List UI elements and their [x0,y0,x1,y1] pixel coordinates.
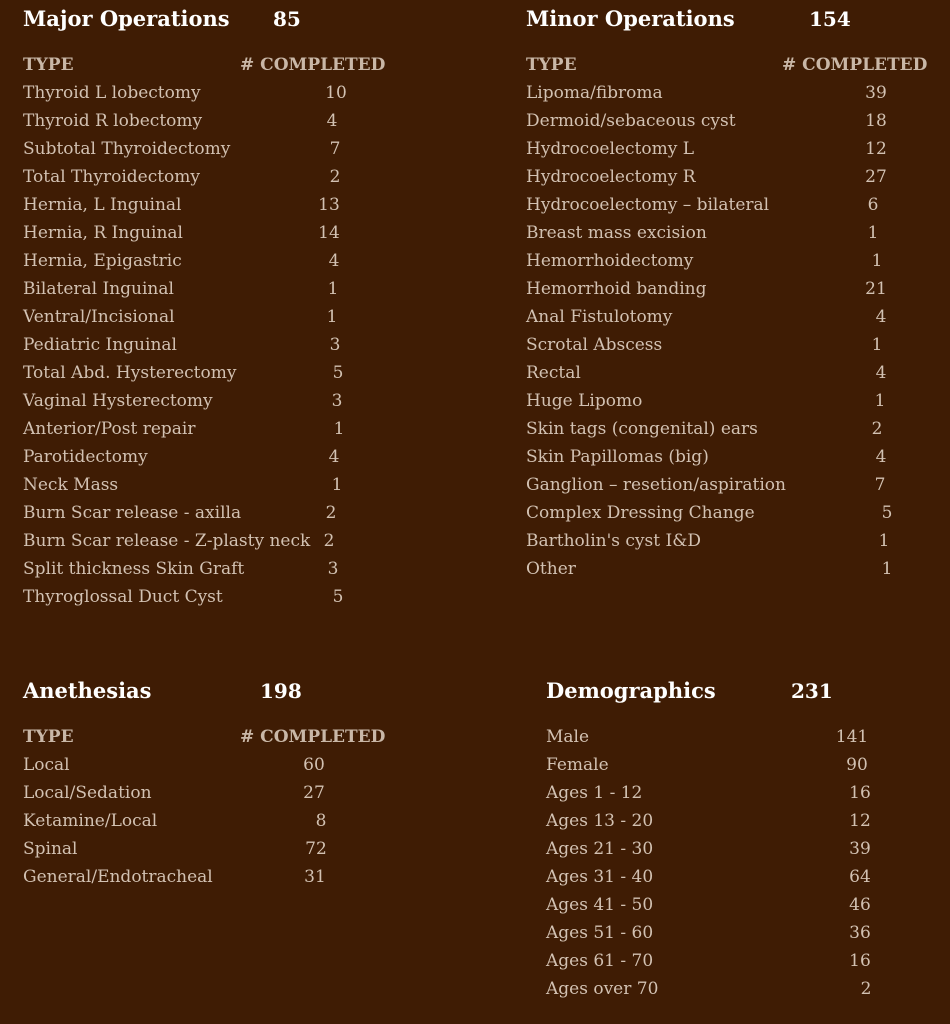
table-row [546,863,926,891]
row-count: 1 [881,559,893,579]
row-count: 6 [867,195,879,215]
row-label: Thyroid L lobectomy [23,83,201,103]
row-count: 5 [332,587,344,607]
minor-operations-title: Minor Operations [526,6,735,31]
demographics-rows [546,723,926,1003]
row-count: 5 [881,503,893,523]
table-row [23,555,423,583]
table-row [546,835,926,863]
row-label: Male [546,727,590,747]
table-row [23,583,423,611]
table-row [23,191,423,219]
anesthesia-title: Anethesias [23,678,152,703]
row-count: 12 [865,139,887,159]
table-row [526,555,936,583]
row-label: Burn Scar release - Z-plasty neck [23,531,311,551]
table-row [23,247,423,275]
table-row [546,947,926,975]
row-label: Hydrocoelectomy L [526,139,694,159]
table-row [526,247,936,275]
row-count: 4 [326,111,338,131]
row-count: 10 [325,83,347,103]
table-row [23,79,423,107]
demographics-section [546,676,926,1003]
row-label: Ages 13 - 20 [546,811,654,831]
row-label: Hemorrhoid banding [526,279,707,299]
minor-completed-column: # COMPLETED [782,55,928,75]
anesthesia-total: 198 [260,679,302,703]
row-label: Ages 1 - 12 [546,783,643,803]
table-row [526,499,936,527]
table-row [23,387,423,415]
minor-operations-rows [526,79,936,583]
table-row [23,835,423,863]
table-row [23,219,423,247]
table-row [526,387,936,415]
row-label: Skin Papillomas (big) [526,447,709,467]
table-row [526,331,936,359]
row-count: 7 [874,475,886,495]
table-row [546,891,926,919]
row-label: Skin tags (congenital) ears [526,419,758,439]
row-count: 90 [846,755,868,775]
row-count: 1 [871,335,883,355]
row-label: Female [546,755,609,775]
row-count: 12 [849,811,871,831]
table-row [526,275,936,303]
table-row [526,219,936,247]
table-row [23,303,423,331]
row-count: 64 [849,867,871,887]
row-label: Hydrocoelectomy R [526,167,696,187]
anesthesia-rows [23,751,423,891]
table-row [23,751,423,779]
row-label: Bilateral Inguinal [23,279,174,299]
row-label: Ventral/Incisional [23,307,175,327]
row-label: Spinal [23,839,78,859]
row-label: Bartholin's cyst I&D [526,531,701,551]
row-count: 13 [318,195,340,215]
row-label: Dermoid/sebaceous cyst [526,111,736,131]
table-row [526,415,936,443]
row-label: Rectal [526,363,581,383]
demographics-title: Demographics [546,678,716,703]
table-row [23,863,423,891]
row-count: 4 [875,363,887,383]
row-count: 39 [865,83,887,103]
anesthesia-completed-column: # COMPLETED [240,727,386,747]
table-row [546,807,926,835]
row-label: Total Abd. Hysterectomy [23,363,237,383]
table-row [526,303,936,331]
row-count: 7 [329,139,341,159]
table-row [526,135,936,163]
row-label: Burn Scar release - axilla [23,503,242,523]
major-completed-column: # COMPLETED [240,55,386,75]
row-count: 5 [332,363,344,383]
table-row [546,975,926,1003]
table-row [23,135,423,163]
table-row [526,527,936,555]
row-label: Anterior/Post repair [23,419,196,439]
row-label: Pediatric Inguinal [23,335,177,355]
row-label: Lipoma/fibroma [526,83,663,103]
row-count: 3 [329,335,341,355]
row-count: 14 [318,223,340,243]
row-label: Hernia, L Inguinal [23,195,182,215]
table-row [23,275,423,303]
row-count: 1 [874,391,886,411]
row-label: Ages 21 - 30 [546,839,654,859]
row-label: Local/Sedation [23,783,152,803]
table-row [546,723,926,751]
row-label: Huge Lipomo [526,391,643,411]
row-count: 18 [865,111,887,131]
row-count: 2 [325,503,337,523]
row-count: 16 [849,951,871,971]
row-count: 4 [328,251,340,271]
row-count: 2 [860,979,872,999]
major-type-column: TYPE [23,55,74,75]
table-row [23,807,423,835]
anesthesia-header [23,676,423,706]
row-count: 1 [871,251,883,271]
row-label: Ketamine/Local [23,811,158,831]
table-row [23,415,423,443]
row-count: 1 [878,531,890,551]
table-row [526,471,936,499]
anesthesia-column-header [23,723,423,751]
row-count: 2 [329,167,341,187]
table-row [526,163,936,191]
row-label: Ages over 70 [546,979,659,999]
table-row [526,191,936,219]
row-count: 39 [849,839,871,859]
table-row [23,359,423,387]
major-operations-title: Major Operations [23,6,230,31]
major-operations-section [23,4,423,611]
row-count: 31 [304,867,326,887]
row-label: Total Thyroidectomy [23,167,201,187]
row-label: Ages 41 - 50 [546,895,654,915]
row-count: 60 [303,755,325,775]
row-count: 3 [331,391,343,411]
row-count: 1 [327,279,339,299]
table-row [526,359,936,387]
table-row [23,443,423,471]
major-operations-total: 85 [273,7,301,31]
row-count: 8 [315,811,327,831]
row-label: Neck Mass [23,475,119,495]
row-count: 4 [875,447,887,467]
row-label: General/Endotracheal [23,867,213,887]
row-count: 16 [849,783,871,803]
major-operations-column-header [23,51,423,79]
table-row [526,107,936,135]
row-count: 1 [333,419,345,439]
row-count: 2 [323,531,335,551]
anesthesia-section [23,676,423,891]
row-count: 141 [835,727,869,747]
table-row [526,79,936,107]
major-operations-rows [23,79,423,611]
minor-operations-header [526,4,936,34]
row-label: Local [23,755,70,775]
row-count: 4 [875,307,887,327]
table-row [546,779,926,807]
minor-operations-column-header [526,51,936,79]
anesthesia-type-column: TYPE [23,727,74,747]
row-label: Ages 61 - 70 [546,951,654,971]
table-row [23,527,423,555]
row-label: Ganglion – resetion/aspiration [526,475,786,495]
row-count: 27 [303,783,325,803]
row-label: Breast mass excision [526,223,707,243]
row-label: Thyroglossal Duct Cyst [23,587,223,607]
row-count: 72 [305,839,327,859]
minor-operations-section [526,4,936,583]
row-label: Ages 31 - 40 [546,867,654,887]
row-count: 1 [326,307,338,327]
row-label: Hernia, Epigastric [23,251,182,271]
table-row [526,443,936,471]
row-count: 3 [327,559,339,579]
minor-type-column: TYPE [526,55,577,75]
row-label: Ages 51 - 60 [546,923,654,943]
row-label: Anal Fistulotomy [526,307,673,327]
row-label: Parotidectomy [23,447,148,467]
row-label: Vaginal Hysterectomy [23,391,213,411]
table-row [23,779,423,807]
table-row [23,107,423,135]
row-count: 1 [331,475,343,495]
major-operations-header [23,4,423,34]
table-row [23,471,423,499]
row-count: 1 [867,223,879,243]
row-label: Hemorrhoidectomy [526,251,694,271]
row-count: 46 [849,895,871,915]
row-label: Subtotal Thyroidectomy [23,139,231,159]
table-row [546,751,926,779]
row-label: Split thickness Skin Graft [23,559,245,579]
row-label: Hydrocoelectomy – bilateral [526,195,770,215]
demographics-total: 231 [791,679,833,703]
row-label: Other [526,559,576,579]
table-row [23,331,423,359]
row-count: 21 [865,279,887,299]
row-count: 36 [849,923,871,943]
row-label: Hernia, R Inguinal [23,223,183,243]
row-count: 27 [865,167,887,187]
table-row [546,919,926,947]
minor-operations-total: 154 [809,7,851,31]
table-row [23,163,423,191]
row-label: Scrotal Abscess [526,335,663,355]
demographics-header [546,676,926,706]
row-count: 2 [871,419,883,439]
row-label: Complex Dressing Change [526,503,755,523]
row-count: 4 [328,447,340,467]
table-row [23,499,423,527]
row-label: Thyroid R lobectomy [23,111,203,131]
